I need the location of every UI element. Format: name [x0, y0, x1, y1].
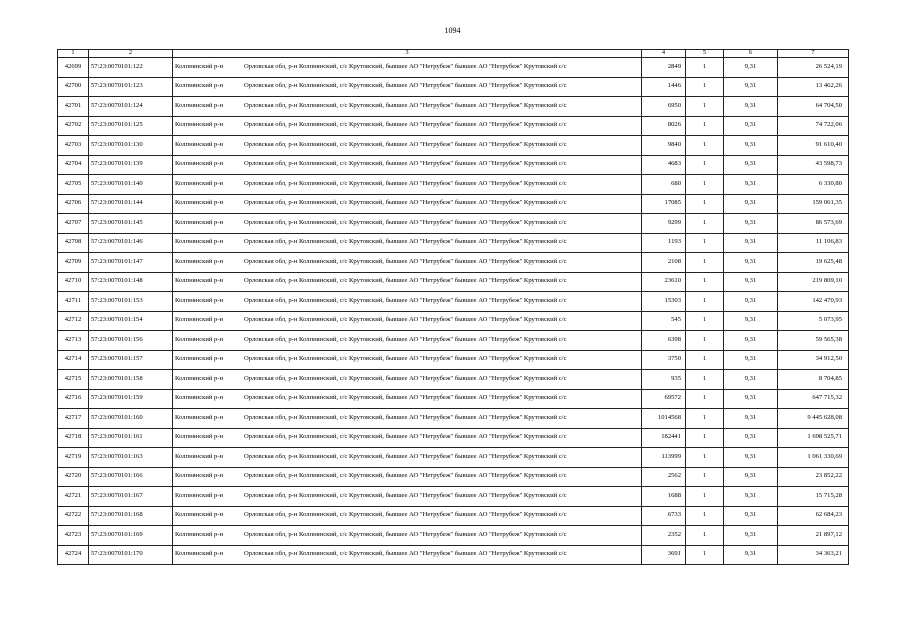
- row-number: 42708: [58, 233, 89, 253]
- district-name: Колпнянский р-н: [175, 82, 224, 90]
- cadastral-number: 57:23:0070101:139: [89, 155, 173, 175]
- rate-value: 9,31: [724, 233, 778, 253]
- address-cell: [173, 253, 642, 273]
- address-text: Орловская обл, р-н Колпнянский, с/с Крутовский, бывшее АО "Нетрубеж" бывшее АО "Нетрубеж" Крутовский с/с: [244, 296, 567, 304]
- address-cell: [173, 331, 642, 351]
- total-value: 13 462,26: [778, 77, 849, 97]
- address-text: Орловская обл, р-н Колпнянский, с/с Крутовский, бывшее АО "Нетрубеж" бывшее АО "Нетрубеж" Крутовский с/с: [244, 140, 567, 148]
- rate-value: 9,31: [724, 350, 778, 370]
- address-cell: [173, 155, 642, 175]
- address-cell: [173, 467, 642, 487]
- rate-value: 9,31: [724, 214, 778, 234]
- cadastral-number: 57:23:0070101:163: [89, 448, 173, 468]
- district-name: Колпнянский р-н: [175, 472, 224, 480]
- cadastral-number: 57:23:0070101:145: [89, 214, 173, 234]
- address-cell: [173, 97, 642, 117]
- table-row: [58, 292, 849, 312]
- cadastral-number: 57:23:0070101:156: [89, 331, 173, 351]
- table-row: [58, 409, 849, 429]
- address-cell: [173, 77, 642, 97]
- district-name: Колпнянский р-н: [175, 121, 224, 129]
- address-cell: [173, 370, 642, 390]
- rate-value: 9,31: [724, 370, 778, 390]
- row-number: 42707: [58, 214, 89, 234]
- district-name: Колпнянский р-н: [175, 316, 224, 324]
- address-text: Орловская обл, р-н Колпнянский, с/с Крутовский, бывшее АО "Нетрубеж" бывшее АО "Нетрубеж" Крутовский с/с: [244, 511, 567, 519]
- table-row: [58, 331, 849, 351]
- total-value: 43 598,73: [778, 155, 849, 175]
- area-value: 3691: [642, 545, 686, 565]
- address-text: Орловская обл, р-н Колпнянский, с/с Крутовский, бывшее АО "Нетрубеж" бывшее АО "Нетрубеж" Крутовский с/с: [244, 433, 567, 441]
- table-row: [58, 545, 849, 565]
- address-text: Орловская обл, р-н Колпнянский, с/с Крутовский, бывшее АО "Нетрубеж" бывшее АО "Нетрубеж" Крутовский с/с: [244, 82, 567, 90]
- count-value: 1: [686, 428, 724, 448]
- address-cell: [173, 448, 642, 468]
- rate-value: 9,31: [724, 467, 778, 487]
- cadastral-number: 57:23:0070101:161: [89, 428, 173, 448]
- row-number: 42712: [58, 311, 89, 331]
- address-text: Орловская обл, р-н Колпнянский, с/с Крутовский, бывшее АО "Нетрубеж" бывшее АО "Нетрубеж" Крутовский с/с: [244, 179, 567, 187]
- column-header: 3: [173, 50, 642, 58]
- table-row: [58, 487, 849, 507]
- column-header: 4: [642, 50, 686, 58]
- area-value: 2849: [642, 58, 686, 78]
- address-text: Орловская обл, р-н Колпнянский, с/с Крутовский, бывшее АО "Нетрубеж" бывшее АО "Нетрубеж" Крутовский с/с: [244, 413, 567, 421]
- address-cell: [173, 136, 642, 156]
- cadastral-number: 57:23:0070101:124: [89, 97, 173, 117]
- total-value: 219 809,10: [778, 272, 849, 292]
- count-value: 1: [686, 370, 724, 390]
- address-cell: [173, 116, 642, 136]
- cadastral-number: 57:23:0070101:122: [89, 58, 173, 78]
- cadastral-number: 57:23:0070101:157: [89, 350, 173, 370]
- cadastral-number: 57:23:0070101:169: [89, 526, 173, 546]
- cadastral-number: 57:23:0070101:167: [89, 487, 173, 507]
- address-cell: [173, 194, 642, 214]
- rate-value: 9,31: [724, 526, 778, 546]
- cadastral-table: [57, 49, 849, 565]
- total-value: 8 704,85: [778, 370, 849, 390]
- table-row: [58, 253, 849, 273]
- rate-value: 9,31: [724, 448, 778, 468]
- count-value: 1: [686, 448, 724, 468]
- count-value: 1: [686, 116, 724, 136]
- row-number: 42711: [58, 292, 89, 312]
- row-number: 42717: [58, 409, 89, 429]
- table-row: [58, 467, 849, 487]
- address-cell: [173, 272, 642, 292]
- address-text: Орловская обл, р-н Колпнянский, с/с Крутовский, бывшее АО "Нетрубеж" бывшее АО "Нетрубеж" Крутовский с/с: [244, 121, 567, 129]
- cadastral-number: 57:23:0070101:170: [89, 545, 173, 565]
- address-text: Орловская обл, р-н Колпнянский, с/с Крутовский, бывшее АО "Нетрубеж" бывшее АО "Нетрубеж" Крутовский с/с: [244, 257, 567, 265]
- cadastral-number: 57:23:0070101:159: [89, 389, 173, 409]
- address-cell: [173, 487, 642, 507]
- area-value: 9299: [642, 214, 686, 234]
- district-name: Колпнянский р-н: [175, 296, 224, 304]
- row-number: 42715: [58, 370, 89, 390]
- count-value: 1: [686, 467, 724, 487]
- address-text: Орловская обл, р-н Колпнянский, с/с Крутовский, бывшее АО "Нетрубеж" бывшее АО "Нетрубеж" Крутовский с/с: [244, 472, 567, 480]
- table-body: [58, 58, 849, 565]
- column-header: 7: [778, 50, 849, 58]
- table-row: [58, 214, 849, 234]
- rate-value: 9,31: [724, 272, 778, 292]
- area-value: 182441: [642, 428, 686, 448]
- address-cell: [173, 292, 642, 312]
- total-value: 1 698 525,71: [778, 428, 849, 448]
- area-value: 6950: [642, 97, 686, 117]
- rate-value: 9,31: [724, 116, 778, 136]
- address-cell: [173, 350, 642, 370]
- cadastral-number: 57:23:0070101:147: [89, 253, 173, 273]
- rate-value: 9,31: [724, 194, 778, 214]
- rate-value: 9,31: [724, 331, 778, 351]
- count-value: 1: [686, 253, 724, 273]
- count-value: 1: [686, 155, 724, 175]
- table-row: [58, 233, 849, 253]
- table-row: [58, 526, 849, 546]
- cadastral-number: 57:23:0070101:146: [89, 233, 173, 253]
- address-cell: [173, 409, 642, 429]
- row-number: 42714: [58, 350, 89, 370]
- cadastral-number: 57:23:0070101:123: [89, 77, 173, 97]
- address-text: Орловская обл, р-н Колпнянский, с/с Крутовский, бывшее АО "Нетрубеж" бывшее АО "Нетрубеж" Крутовский с/с: [244, 238, 567, 246]
- table-row: [58, 506, 849, 526]
- total-value: 1 061 330,69: [778, 448, 849, 468]
- count-value: 1: [686, 214, 724, 234]
- cadastral-number: 57:23:0070101:160: [89, 409, 173, 429]
- table-row: [58, 350, 849, 370]
- area-value: 545: [642, 311, 686, 331]
- total-value: 5 073,95: [778, 311, 849, 331]
- total-value: 142 470,93: [778, 292, 849, 312]
- area-value: 4683: [642, 155, 686, 175]
- district-name: Колпнянский р-н: [175, 199, 224, 207]
- address-text: Орловская обл, р-н Колпнянский, с/с Крутовский, бывшее АО "Нетрубеж" бывшее АО "Нетрубеж" Крутовский с/с: [244, 394, 567, 402]
- count-value: 1: [686, 350, 724, 370]
- address-text: Орловская обл, р-н Колпнянский, с/с Крутовский, бывшее АО "Нетрубеж" бывшее АО "Нетрубеж" Крутовский с/с: [244, 335, 567, 343]
- column-header: 1: [58, 50, 89, 58]
- row-number: 42721: [58, 487, 89, 507]
- address-text: Орловская обл, р-н Колпнянский, с/с Крутовский, бывшее АО "Нетрубеж" бывшее АО "Нетрубеж" Крутовский с/с: [244, 374, 567, 382]
- total-value: 23 852,22: [778, 467, 849, 487]
- row-number: 42709: [58, 253, 89, 273]
- area-value: 1014568: [642, 409, 686, 429]
- total-value: 159 061,35: [778, 194, 849, 214]
- address-text: Орловская обл, р-н Колпнянский, с/с Крутовский, бывшее АО "Нетрубеж" бывшее АО "Нетрубеж" Крутовский с/с: [244, 218, 567, 226]
- area-value: 23610: [642, 272, 686, 292]
- area-value: 15303: [642, 292, 686, 312]
- cadastral-number: 57:23:0070101:130: [89, 136, 173, 156]
- district-name: Колпнянский р-н: [175, 101, 224, 109]
- count-value: 1: [686, 136, 724, 156]
- district-name: Колпнянский р-н: [175, 355, 224, 363]
- area-value: 6733: [642, 506, 686, 526]
- row-number: 42703: [58, 136, 89, 156]
- table-row: [58, 194, 849, 214]
- rate-value: 9,31: [724, 97, 778, 117]
- total-value: 86 573,69: [778, 214, 849, 234]
- rate-value: 9,31: [724, 155, 778, 175]
- area-value: 2352: [642, 526, 686, 546]
- total-value: 91 610,40: [778, 136, 849, 156]
- count-value: 1: [686, 487, 724, 507]
- table-row: [58, 136, 849, 156]
- address-text: Орловская обл, р-н Колпнянский, с/с Крутовский, бывшее АО "Нетрубеж" бывшее АО "Нетрубеж" Крутовский с/с: [244, 452, 567, 460]
- district-name: Колпнянский р-н: [175, 62, 224, 70]
- row-number: 42699: [58, 58, 89, 78]
- count-value: 1: [686, 77, 724, 97]
- row-number: 42700: [58, 77, 89, 97]
- district-name: Колпнянский р-н: [175, 277, 224, 285]
- rate-value: 9,31: [724, 175, 778, 195]
- table-row: [58, 311, 849, 331]
- district-name: Колпнянский р-н: [175, 452, 224, 460]
- address-text: Орловская обл, р-н Колпнянский, с/с Крутовский, бывшее АО "Нетрубеж" бывшее АО "Нетрубеж" Крутовский с/с: [244, 160, 567, 168]
- table-row: [58, 389, 849, 409]
- count-value: 1: [686, 409, 724, 429]
- rate-value: 9,31: [724, 428, 778, 448]
- district-name: Колпнянский р-н: [175, 238, 224, 246]
- cadastral-number: 57:23:0070101:154: [89, 311, 173, 331]
- rate-value: 9,31: [724, 389, 778, 409]
- table-row: [58, 428, 849, 448]
- cadastral-number: 57:23:0070101:153: [89, 292, 173, 312]
- district-name: Колпнянский р-н: [175, 413, 224, 421]
- area-value: 2562: [642, 467, 686, 487]
- address-cell: [173, 506, 642, 526]
- table-row: [58, 175, 849, 195]
- cadastral-number: 57:23:0070101:125: [89, 116, 173, 136]
- district-name: Колпнянский р-н: [175, 511, 224, 519]
- total-value: 74 722,06: [778, 116, 849, 136]
- count-value: 1: [686, 233, 724, 253]
- rate-value: 9,31: [724, 487, 778, 507]
- count-value: 1: [686, 526, 724, 546]
- area-value: 6398: [642, 331, 686, 351]
- address-cell: [173, 233, 642, 253]
- count-value: 1: [686, 58, 724, 78]
- district-name: Колпнянский р-н: [175, 374, 224, 382]
- district-name: Колпнянский р-н: [175, 257, 224, 265]
- rate-value: 9,31: [724, 409, 778, 429]
- table-row: [58, 370, 849, 390]
- address-text: Орловская обл, р-н Колпнянский, с/с Крутовский, бывшее АО "Нетрубеж" бывшее АО "Нетрубеж" Крутовский с/с: [244, 316, 567, 324]
- total-value: 34 363,21: [778, 545, 849, 565]
- area-value: 8026: [642, 116, 686, 136]
- table-row: [58, 58, 849, 78]
- table-row: [58, 155, 849, 175]
- district-name: Колпнянский р-н: [175, 218, 224, 226]
- area-value: 1193: [642, 233, 686, 253]
- cadastral-number: 57:23:0070101:144: [89, 194, 173, 214]
- page-number: 1094: [444, 26, 461, 35]
- rate-value: 9,31: [724, 545, 778, 565]
- total-value: 21 897,12: [778, 526, 849, 546]
- row-number: 42718: [58, 428, 89, 448]
- header-row: [58, 50, 849, 58]
- total-value: 9 445 628,08: [778, 409, 849, 429]
- count-value: 1: [686, 175, 724, 195]
- total-value: 6 330,80: [778, 175, 849, 195]
- table-row: [58, 272, 849, 292]
- rate-value: 9,31: [724, 136, 778, 156]
- rate-value: 9,31: [724, 292, 778, 312]
- row-number: 42704: [58, 155, 89, 175]
- address-cell: [173, 214, 642, 234]
- district-name: Колпнянский р-н: [175, 160, 224, 168]
- count-value: 1: [686, 311, 724, 331]
- table-row: [58, 77, 849, 97]
- address-text: Орловская обл, р-н Колпнянский, с/с Крутовский, бывшее АО "Нетрубеж" бывшее АО "Нетрубеж" Крутовский с/с: [244, 199, 567, 207]
- area-value: 935: [642, 370, 686, 390]
- address-cell: [173, 389, 642, 409]
- count-value: 1: [686, 97, 724, 117]
- area-value: 3750: [642, 350, 686, 370]
- rate-value: 9,31: [724, 253, 778, 273]
- cadastral-number: 57:23:0070101:148: [89, 272, 173, 292]
- table-row: [58, 97, 849, 117]
- total-value: 34 912,50: [778, 350, 849, 370]
- total-value: 19 625,48: [778, 253, 849, 273]
- address-text: Орловская обл, р-н Колпнянский, с/с Крутовский, бывшее АО "Нетрубеж" бывшее АО "Нетрубеж" Крутовский с/с: [244, 101, 567, 109]
- count-value: 1: [686, 331, 724, 351]
- total-value: 64 704,50: [778, 97, 849, 117]
- district-name: Колпнянский р-н: [175, 335, 224, 343]
- total-value: 26 524,19: [778, 58, 849, 78]
- address-text: Орловская обл, р-н Колпнянский, с/с Крутовский, бывшее АО "Нетрубеж" бывшее АО "Нетрубеж" Крутовский с/с: [244, 355, 567, 363]
- row-number: 42702: [58, 116, 89, 136]
- row-number: 42724: [58, 545, 89, 565]
- rate-value: 9,31: [724, 77, 778, 97]
- address-text: Орловская обл, р-н Колпнянский, с/с Крутовский, бывшее АО "Нетрубеж" бывшее АО "Нетрубеж" Крутовский с/с: [244, 277, 567, 285]
- area-value: 1446: [642, 77, 686, 97]
- count-value: 1: [686, 292, 724, 312]
- rate-value: 9,31: [724, 58, 778, 78]
- address-cell: [173, 311, 642, 331]
- address-cell: [173, 545, 642, 565]
- address-text: Орловская обл, р-н Колпнянский, с/с Крутовский, бывшее АО "Нетрубеж" бывшее АО "Нетрубеж" Крутовский с/с: [244, 550, 567, 558]
- district-name: Колпнянский р-н: [175, 433, 224, 441]
- row-number: 42701: [58, 97, 89, 117]
- district-name: Колпнянский р-н: [175, 491, 224, 499]
- count-value: 1: [686, 506, 724, 526]
- row-number: 42720: [58, 467, 89, 487]
- count-value: 1: [686, 389, 724, 409]
- address-cell: [173, 428, 642, 448]
- row-number: 42716: [58, 389, 89, 409]
- area-value: 1688: [642, 487, 686, 507]
- column-header: 5: [686, 50, 724, 58]
- total-value: 15 715,28: [778, 487, 849, 507]
- total-value: 62 684,23: [778, 506, 849, 526]
- column-header: 6: [724, 50, 778, 58]
- district-name: Колпнянский р-н: [175, 550, 224, 558]
- table-row: [58, 448, 849, 468]
- row-number: 42722: [58, 506, 89, 526]
- area-value: 680: [642, 175, 686, 195]
- address-text: Орловская обл, р-н Колпнянский, с/с Крутовский, бывшее АО "Нетрубеж" бывшее АО "Нетрубеж" Крутовский с/с: [244, 530, 567, 538]
- total-value: 59 565,38: [778, 331, 849, 351]
- address-text: Орловская обл, р-н Колпнянский, с/с Крутовский, бывшее АО "Нетрубеж" бывшее АО "Нетрубеж" Крутовский с/с: [244, 491, 567, 499]
- area-value: 2108: [642, 253, 686, 273]
- rate-value: 9,31: [724, 311, 778, 331]
- table-row: [58, 116, 849, 136]
- address-cell: [173, 175, 642, 195]
- district-name: Колпнянский р-н: [175, 179, 224, 187]
- count-value: 1: [686, 545, 724, 565]
- row-number: 42719: [58, 448, 89, 468]
- district-name: Колпнянский р-н: [175, 140, 224, 148]
- total-value: 11 106,83: [778, 233, 849, 253]
- rate-value: 9,31: [724, 506, 778, 526]
- count-value: 1: [686, 272, 724, 292]
- cadastral-number: 57:23:0070101:166: [89, 467, 173, 487]
- column-header: 2: [89, 50, 173, 58]
- total-value: 647 715,32: [778, 389, 849, 409]
- district-name: Колпнянский р-н: [175, 394, 224, 402]
- cadastral-number: 57:23:0070101:140: [89, 175, 173, 195]
- area-value: 113999: [642, 448, 686, 468]
- cadastral-number: 57:23:0070101:168: [89, 506, 173, 526]
- address-text: Орловская обл, р-н Колпнянский, с/с Крутовский, бывшее АО "Нетрубеж" бывшее АО "Нетрубеж" Крутовский с/с: [244, 62, 567, 70]
- area-value: 9840: [642, 136, 686, 156]
- count-value: 1: [686, 194, 724, 214]
- area-value: 17085: [642, 194, 686, 214]
- row-number: 42706: [58, 194, 89, 214]
- cadastral-number: 57:23:0070101:158: [89, 370, 173, 390]
- area-value: 69572: [642, 389, 686, 409]
- row-number: 42705: [58, 175, 89, 195]
- address-cell: [173, 526, 642, 546]
- address-cell: [173, 58, 642, 78]
- row-number: 42723: [58, 526, 89, 546]
- row-number: 42713: [58, 331, 89, 351]
- row-number: 42710: [58, 272, 89, 292]
- district-name: Колпнянский р-н: [175, 530, 224, 538]
